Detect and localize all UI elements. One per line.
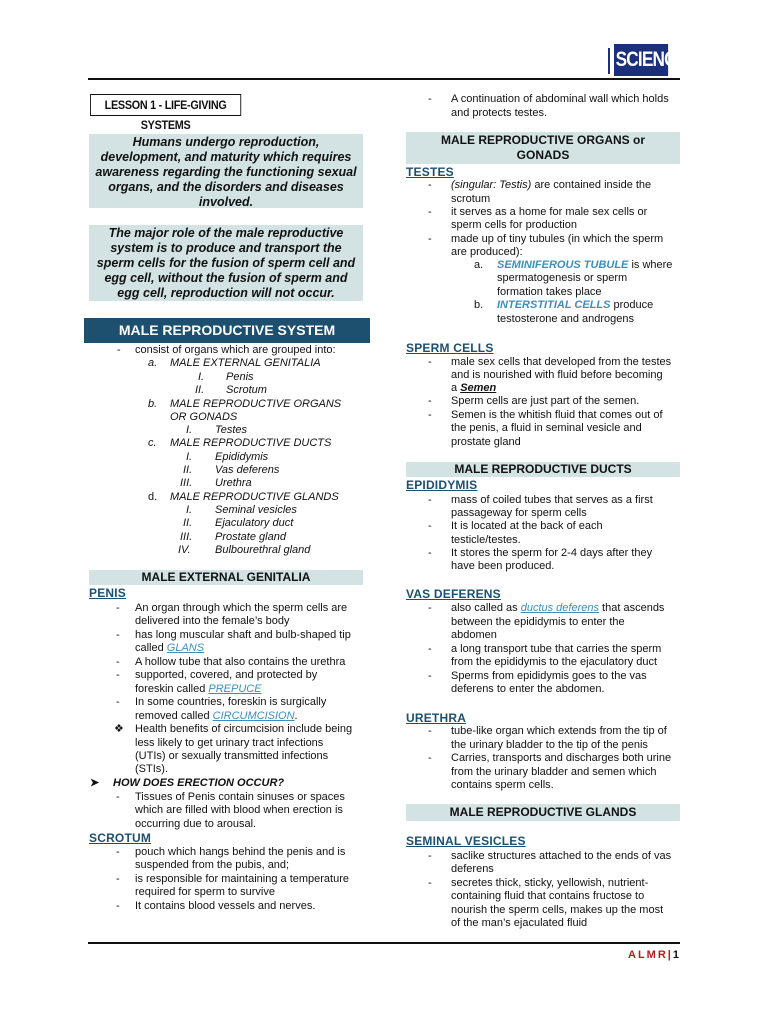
penis-title: PENIS: [89, 586, 127, 600]
item-epididymis: Epididymis: [215, 451, 269, 463]
item-ejaculatory-duct: Ejaculatory duct: [215, 517, 294, 529]
item-prostate-gland: Prostate gland: [215, 531, 286, 543]
bottom-rule: [88, 942, 680, 944]
intro-text: Humans undergo reproduction, development, and maturity which requires awareness regarding the functioning sexual organs, and the disorders and diseases involved.: [95, 135, 357, 209]
subject-tag: SCIENCE: [614, 44, 668, 76]
group-a: MALE EXTERNAL GENITALIA: [170, 357, 321, 369]
page-footer: ALMR|1: [628, 949, 681, 961]
role-text: The major role of the male reproductive system is to produce and transport the sperm cells for the fusion of sperm cell and egg cell, without the fusion of sperm and egg cell, reproduction will not occur.: [96, 226, 356, 300]
prepuce-link[interactable]: PREPUCE: [208, 683, 262, 695]
mrs-header: MALE REPRODUCTIVE SYSTEM: [84, 318, 370, 343]
circumcision-link[interactable]: CIRCUMCISION: [212, 710, 295, 722]
item-vas-deferens: Vas deferens: [215, 464, 280, 476]
erection-question: HOW DOES ERECTION OCCUR?: [113, 777, 285, 789]
glands-header: MALE REPRODUCTIVE GLANDS: [406, 804, 680, 821]
scrotum-title: SCROTUM: [89, 831, 152, 845]
seminal-vesicles-title: SEMINAL VESICLES: [406, 834, 526, 848]
seminiferous-tubule-term: SEMINIFEROUS TUBULE: [497, 259, 629, 271]
meg-header: MALE EXTERNAL GENITALIA: [89, 570, 363, 585]
arrow-bullet-icon: ➤: [90, 777, 100, 789]
item-bulbourethral-gland: Bulbourethral gland: [215, 544, 311, 556]
lesson-title: LESSON 1 - LIFE-GIVING SYSTEMS: [90, 94, 241, 116]
vas-deferens-title: VAS DEFERENS: [406, 587, 501, 601]
group-b: MALE REPRODUCTIVE ORGANS: [170, 398, 342, 410]
ducts-header: MALE REPRODUCTIVE DUCTS: [406, 462, 680, 477]
testes-title: TESTES: [406, 165, 454, 179]
item-scrotum: Scrotum: [226, 384, 267, 396]
mrs-intro: consist of organs which are grouped into:: [135, 344, 336, 356]
group-c: MALE REPRODUCTIVE DUCTS: [170, 437, 332, 449]
ductus-deferens-link[interactable]: ductus deferens: [520, 602, 599, 614]
interstitial-cells-term: INTERSTITIAL CELLS: [497, 299, 611, 311]
gonads-header: MALE REPRODUCTIVE ORGANS or GONADS: [406, 132, 680, 164]
epididymis-title: EPIDIDYMIS: [406, 478, 478, 492]
item-urethra: Urethra: [215, 477, 252, 489]
page-number: 1: [672, 949, 681, 961]
glans-link[interactable]: GLANS: [166, 642, 205, 654]
sperm-cells-title: SPERM CELLS: [406, 341, 494, 355]
item-seminal-vesicles: Seminal vesicles: [215, 504, 297, 516]
item-testes: Testes: [215, 424, 248, 436]
header-accent-bar: [608, 48, 610, 74]
semen-term: Semen: [460, 382, 497, 394]
role-panel: [89, 225, 363, 301]
diamond-bullet-icon: ❖: [114, 723, 124, 735]
item-penis: Penis: [226, 371, 254, 383]
group-d: MALE REPRODUCTIVE GLANDS: [170, 491, 339, 503]
top-rule: [88, 78, 680, 80]
intro-panel: [89, 134, 363, 208]
urethra-title: URETHRA: [406, 711, 467, 725]
author-initials: ALMR: [628, 949, 668, 961]
